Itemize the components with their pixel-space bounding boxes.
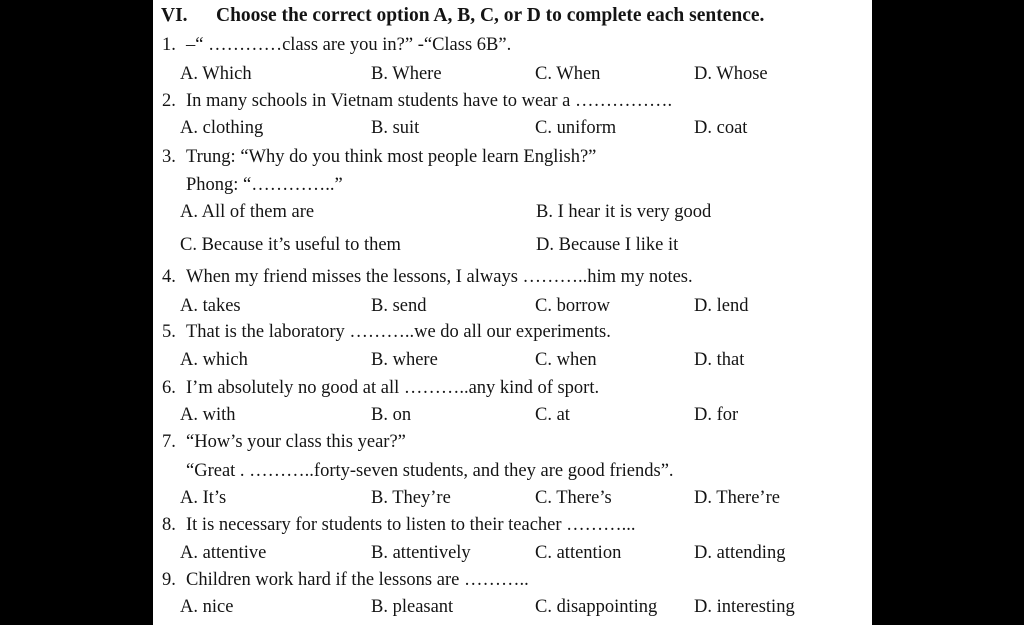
question-number: 7.: [162, 432, 176, 452]
option-b: B. attentively: [371, 543, 471, 563]
option-a: A. It’s: [180, 488, 227, 508]
question-4: [162, 266, 693, 288]
option-c: C. Because it’s useful to them: [180, 235, 401, 255]
section-number: VI.: [161, 5, 188, 26]
question-2: [162, 90, 672, 112]
question-8: [162, 514, 636, 536]
option-d: D. Whose: [694, 64, 768, 84]
option-d: D. coat: [694, 118, 748, 138]
option-c: C. When: [535, 64, 601, 84]
option-a: A. takes: [180, 296, 241, 316]
question-number: 3.: [162, 147, 176, 167]
option-d: D. Because I like it: [536, 235, 679, 255]
option-d: D. There’re: [694, 488, 780, 508]
option-c: C. attention: [535, 543, 622, 563]
question-1: [162, 34, 511, 56]
option-c: C. uniform: [535, 118, 617, 138]
question-text: That is the laboratory ………..we do all our experiments.: [186, 322, 611, 342]
option-d: D. lend: [694, 296, 749, 316]
option-c: C. borrow: [535, 296, 611, 316]
question-3-line-2: Phong: “…………..”: [186, 175, 343, 195]
option-c: C. disappointing: [535, 597, 658, 617]
question-text: I’m absolutely no good at all ………..any kind of sport.: [186, 378, 600, 398]
option-d: D. that: [694, 350, 745, 370]
option-c: C. There’s: [535, 488, 612, 508]
question-number: 8.: [162, 515, 176, 535]
option-d: D. interesting: [694, 597, 795, 617]
question-7: [162, 431, 406, 453]
option-a: A. nice: [180, 597, 234, 617]
question-number: 1.: [162, 35, 176, 55]
option-b: B. on: [371, 405, 412, 425]
question-text: It is necessary for students to listen to their teacher ………...: [186, 515, 636, 535]
section-heading: [161, 5, 764, 27]
question-5: [162, 321, 611, 343]
question-text: “How’s your class this year?”: [186, 432, 406, 452]
question-number: 5.: [162, 322, 176, 342]
worksheet-page: [153, 0, 872, 625]
option-a: A. which: [180, 350, 248, 370]
question-number: 9.: [162, 570, 176, 590]
question-text: In many schools in Vietnam students have to wear a …………….: [186, 91, 673, 111]
option-d: D. attending: [694, 543, 786, 563]
option-b: B. send: [371, 296, 427, 316]
option-b: B. They’re: [371, 488, 451, 508]
question-3: [162, 146, 596, 168]
option-a: A. with: [180, 405, 236, 425]
option-a: A. clothing: [180, 118, 264, 138]
question-number: 4.: [162, 267, 176, 287]
option-b: B. Where: [371, 64, 442, 84]
option-b: B. pleasant: [371, 597, 454, 617]
option-b: B. I hear it is very good: [536, 202, 712, 222]
section-instruction: Choose the correct option A, B, C, or D to complete each sentence.: [216, 5, 765, 26]
question-9: [162, 569, 529, 591]
question-text: Children work hard if the lessons are ………..: [186, 570, 529, 590]
option-c: C. when: [535, 350, 597, 370]
question-number: 2.: [162, 91, 176, 111]
question-number: 6.: [162, 378, 176, 398]
question-text: Trung: “Why do you think most people learn English?”: [186, 147, 597, 167]
option-a: A. All of them are: [180, 202, 315, 222]
question-text: When my friend misses the lessons, I always ………..him my notes.: [186, 267, 693, 287]
option-b: B. where: [371, 350, 438, 370]
question-7-line-2: “Great . ………..forty-seven students, and they are good friends”.: [186, 461, 674, 481]
option-d: D. for: [694, 405, 739, 425]
option-b: B. suit: [371, 118, 420, 138]
question-text: –“ …………class are you in?” -“Class 6B”.: [186, 35, 512, 55]
question-6: [162, 377, 599, 399]
option-a: A. attentive: [180, 543, 267, 563]
option-c: C. at: [535, 405, 570, 425]
option-a: A. Which: [180, 64, 252, 84]
